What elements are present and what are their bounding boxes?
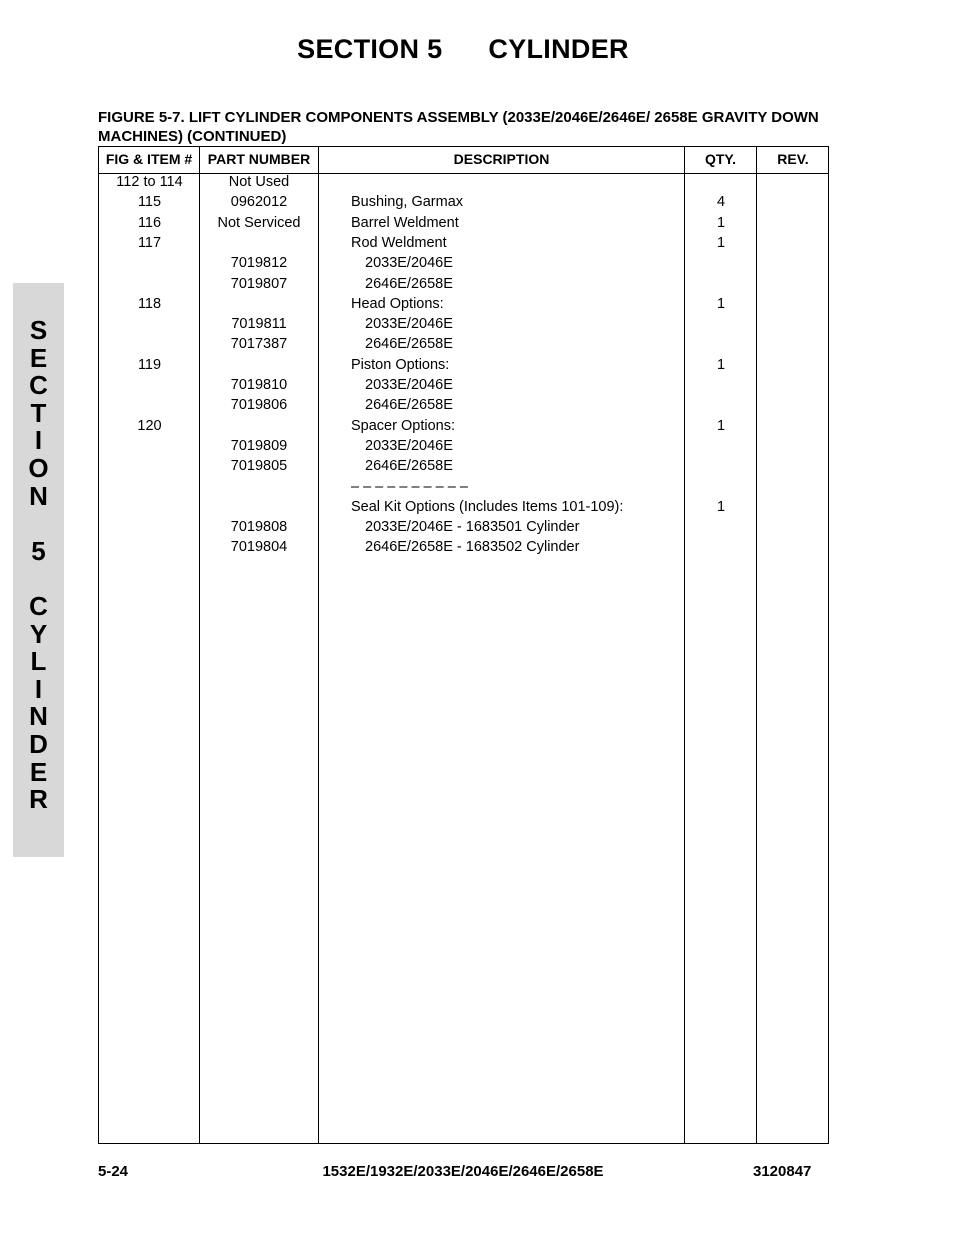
side-tab-letter <box>13 510 64 538</box>
table-row <box>99 314 830 334</box>
description-cell: 2033E/2046E <box>365 437 453 454</box>
page-number: 5-24 <box>98 1163 129 1180</box>
part-number-cell: 7019809 <box>230 437 288 454</box>
description-cell: 2646E/2658E <box>365 458 453 475</box>
table-row <box>99 355 830 375</box>
side-tab-letter: I <box>34 425 43 456</box>
header-rev: REV. <box>777 151 809 167</box>
table-row <box>99 395 830 415</box>
description-cell: 2646E/2658E <box>365 336 453 353</box>
description-cell: 2033E/2046E <box>365 255 453 272</box>
description-cell: 2033E/2046E <box>365 316 453 333</box>
table-row <box>99 436 830 456</box>
part-number-cell: 7019807 <box>230 275 288 292</box>
section-heading <box>0 34 926 65</box>
header-part-number: PART NUMBER <box>207 151 311 167</box>
table-row <box>99 477 830 497</box>
part-number-cell: 7019804 <box>230 539 288 556</box>
side-tab-letter: R <box>29 784 48 815</box>
table-row <box>99 233 830 253</box>
description-cell: Bushing, Garmax <box>351 194 464 211</box>
section-side-tab <box>13 283 64 857</box>
side-tab-letter: C <box>29 370 48 401</box>
part-number-cell: 7019805 <box>230 458 288 475</box>
side-tab-letter: D <box>29 728 48 759</box>
table-row <box>99 517 830 537</box>
side-tab-letter: 5 <box>31 535 46 566</box>
part-number-cell: Not Serviced <box>217 214 301 231</box>
side-tab-letter: E <box>29 342 48 373</box>
table-row <box>99 537 830 557</box>
header-fig-item: FIG & ITEM # <box>105 151 193 167</box>
description-cell: 2646E/2658E <box>365 275 453 292</box>
header-qty: QTY. <box>704 151 737 167</box>
side-tab-letters <box>13 317 64 814</box>
table-row <box>99 497 830 517</box>
figure-title: FIGURE 5-7. LIFT CYLINDER COMPONENTS ASSEMBLY (2033E/2046E/2646E/ 2658E GRAVITY DOWN MACHINES) (CONTINUED) <box>98 109 819 145</box>
part-number-cell: 0962012 <box>230 194 288 211</box>
description-cell: Rod Weldment <box>351 234 447 251</box>
qty-cell: 1 <box>716 356 726 373</box>
table-row <box>99 334 830 354</box>
side-tab-letter: O <box>28 452 49 483</box>
fig-item-cell: 117 <box>137 234 162 251</box>
fig-item-cell: 119 <box>137 356 162 373</box>
part-number-cell: 7017387 <box>230 336 288 353</box>
table-row <box>99 294 830 314</box>
description-cell: Spacer Options: <box>351 417 455 434</box>
description-cell: Seal Kit Options (Includes Items 101-109): <box>351 498 624 515</box>
table-row <box>99 375 830 395</box>
qty-cell: 4 <box>716 194 726 211</box>
table-row <box>99 192 830 212</box>
qty-cell: 1 <box>716 498 726 515</box>
footer-models: 1532E/1932E/2033E/2046E/2646E/2658E <box>322 1163 604 1180</box>
fig-item-cell: 116 <box>137 214 162 231</box>
table-row <box>99 253 830 273</box>
header-description: DESCRIPTION <box>453 151 550 167</box>
table-row <box>99 456 830 476</box>
description-cell: 2646E/2658E <box>365 397 453 414</box>
fig-item-cell: 112 to 114 <box>116 174 183 190</box>
part-number-cell: 7019811 <box>231 316 287 333</box>
side-tab-letter: I <box>34 673 43 704</box>
part-number-cell: 7019808 <box>230 519 288 536</box>
table-row <box>99 274 830 294</box>
side-tab-letter: S <box>29 315 48 345</box>
description-cell: Piston Options: <box>351 356 450 373</box>
section-name: CYLINDER <box>488 34 629 64</box>
fig-item-cell: 118 <box>137 295 162 312</box>
part-number-cell: Not Used <box>228 174 290 190</box>
fig-item-cell: 120 <box>137 417 162 434</box>
part-number-cell: 7019810 <box>230 377 288 393</box>
qty-cell: 1 <box>716 417 726 434</box>
table-row <box>99 213 830 233</box>
side-tab-letter: N <box>29 701 48 732</box>
side-tab-letter: E <box>29 756 48 787</box>
side-tab-letter: C <box>29 590 48 621</box>
description-cell: 2033E/2046E <box>365 377 453 393</box>
description-cell: Head Options: <box>351 295 444 312</box>
qty-cell: 1 <box>716 234 726 251</box>
fig-item-cell: 115 <box>137 194 162 211</box>
part-number-cell: 7019806 <box>230 397 288 414</box>
table-row <box>99 416 830 436</box>
description-cell: 2646E/2658E - 1683502 Cylinder <box>365 539 580 556</box>
qty-cell: 1 <box>716 214 726 231</box>
side-tab-letter: N <box>29 480 48 511</box>
parts-table <box>98 146 829 1144</box>
side-tab-letter: T <box>30 397 47 428</box>
qty-cell: 1 <box>716 295 726 312</box>
description-cell: 2033E/2046E - 1683501 Cylinder <box>365 519 580 536</box>
table-row <box>99 172 830 192</box>
description-cell: Barrel Weldment <box>351 214 459 231</box>
part-number-cell: 7019812 <box>230 255 288 272</box>
document-number: 3120847 <box>753 1163 812 1180</box>
side-tab-letter: L <box>30 646 47 677</box>
description-cell: – – – – – – – – – – <box>351 478 468 495</box>
section-label: SECTION 5 <box>297 34 443 64</box>
side-tab-letter <box>13 565 64 593</box>
side-tab-letter: Y <box>29 618 48 649</box>
